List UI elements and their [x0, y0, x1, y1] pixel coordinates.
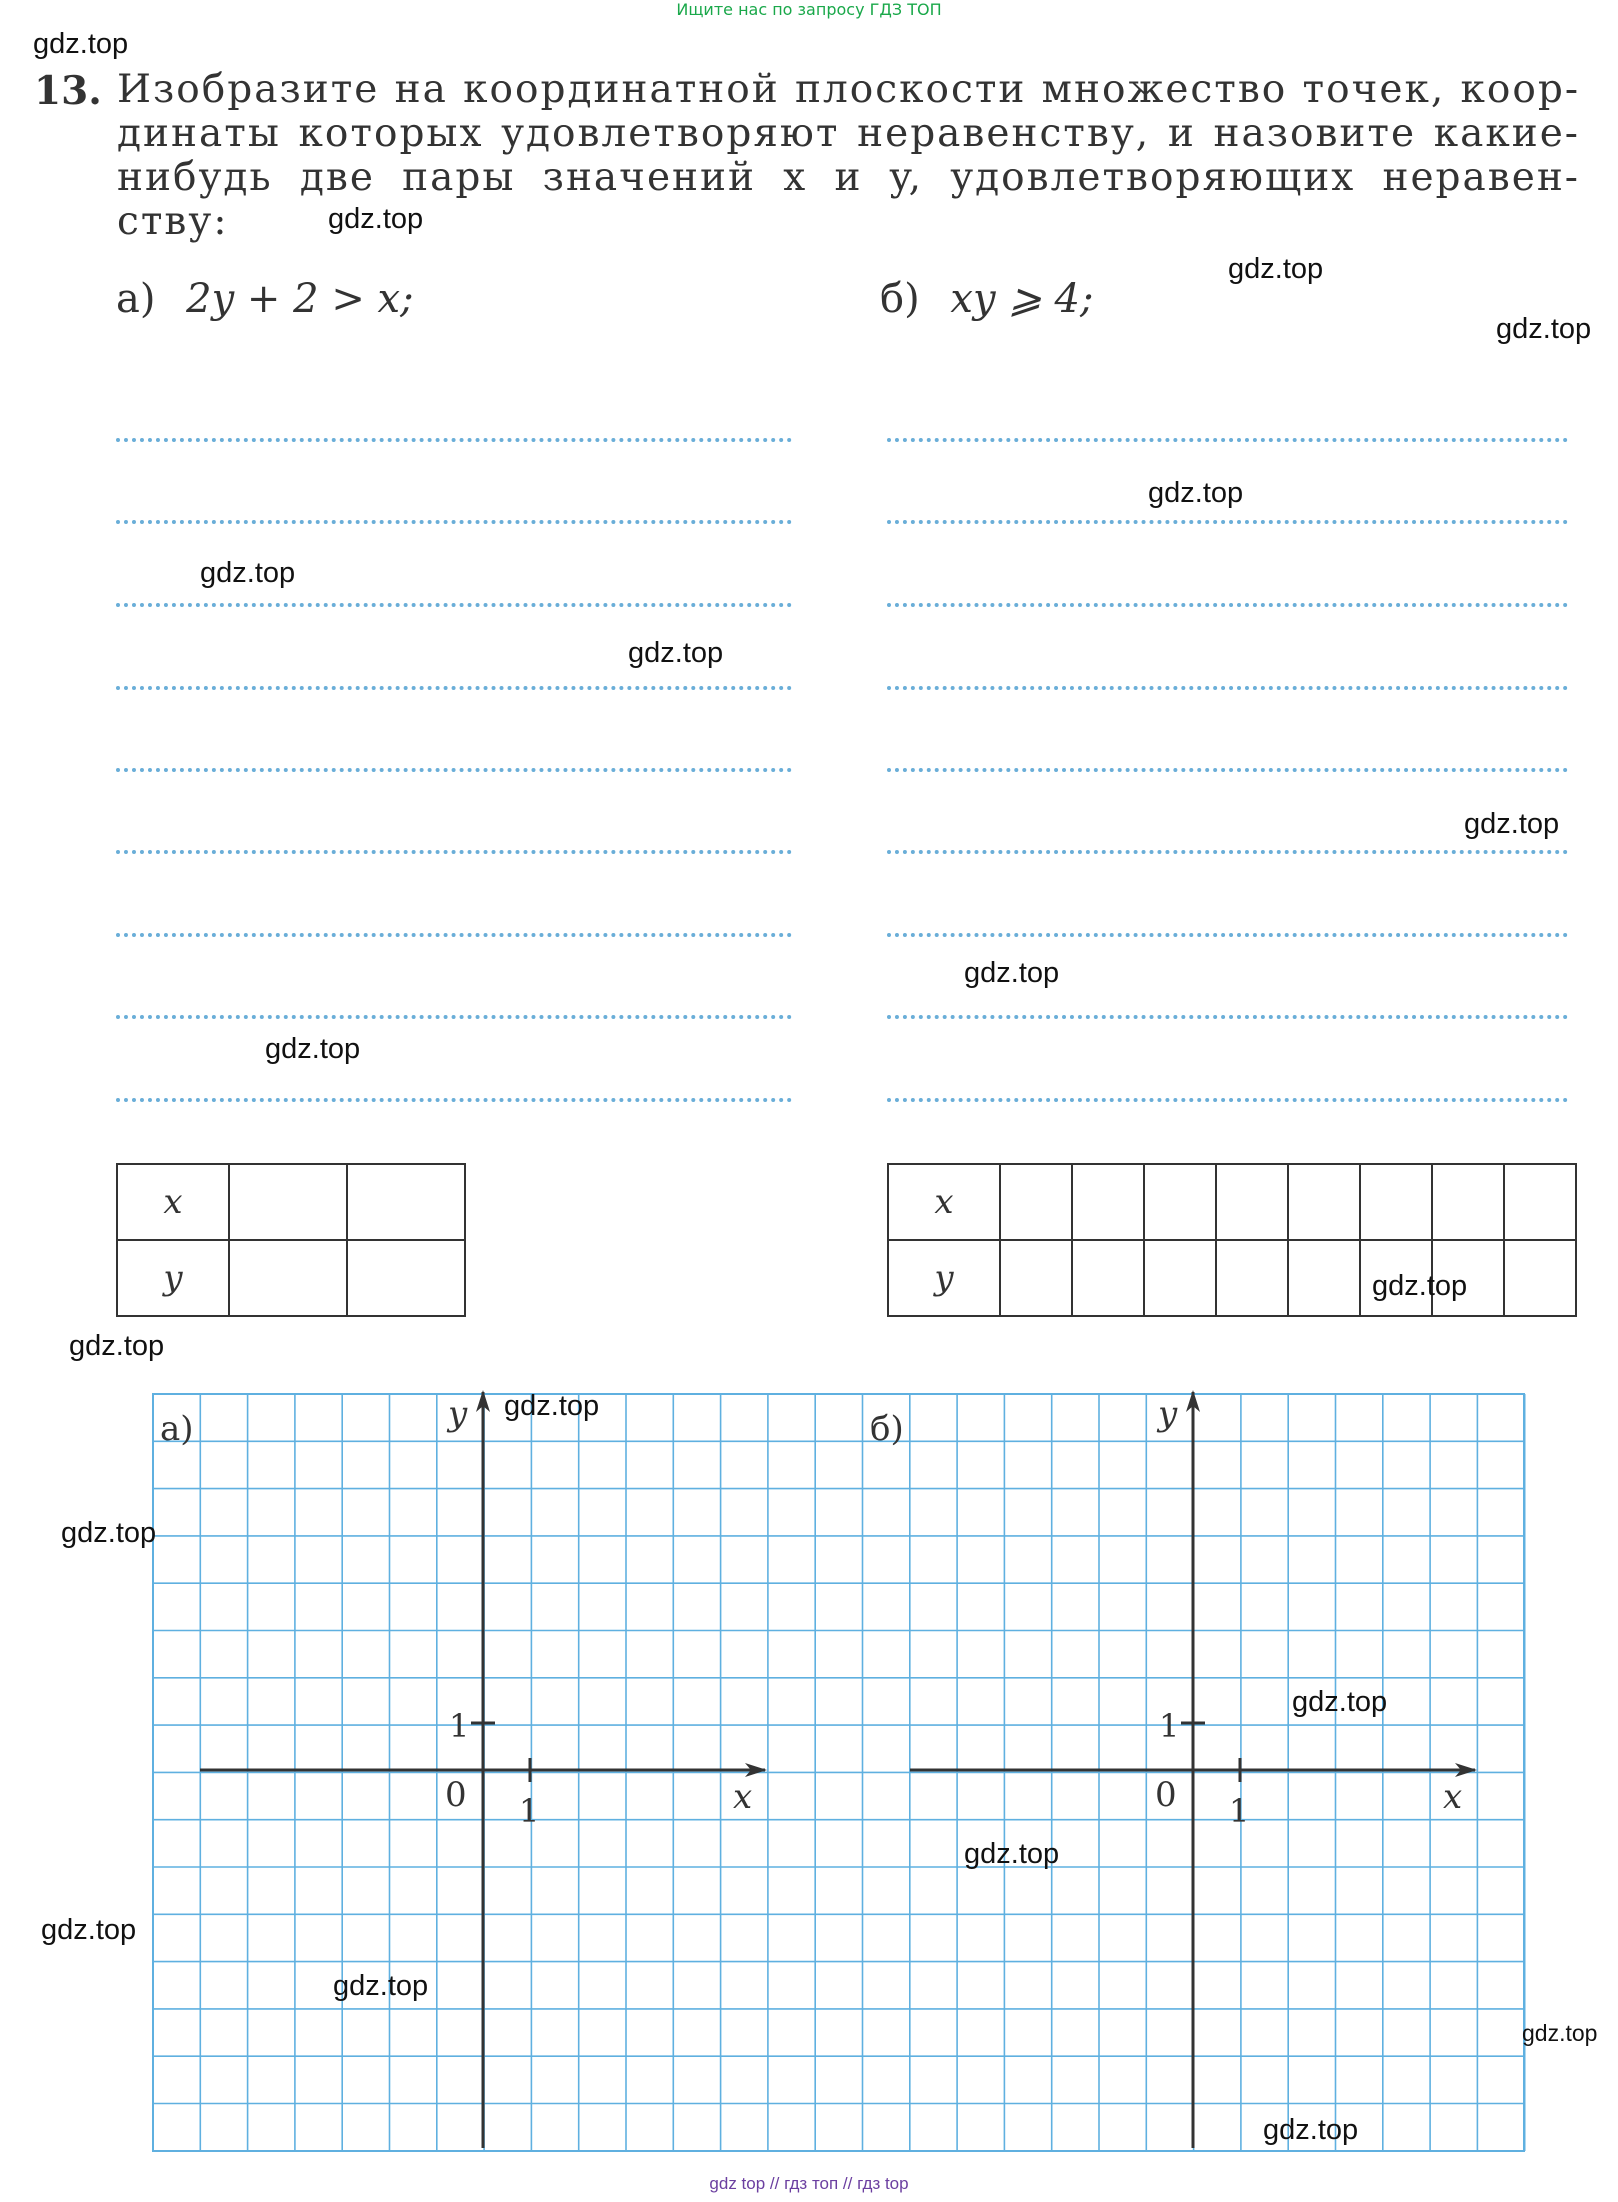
task-line: динаты которых удовлетворяют неравенству, и назовите какие- [117, 111, 1580, 156]
watermark: gdz.top [964, 1838, 1060, 1870]
table-b-x-header: x [888, 1164, 1000, 1240]
graph-b-y-label: y [1158, 1394, 1178, 1434]
grid-lines [153, 1394, 1525, 2151]
watermark: gdz.top [1372, 1270, 1468, 1302]
watermark: gdz.top [41, 1914, 137, 1946]
part-b-expression: xy ⩾ 4; [950, 276, 1094, 322]
task-line: Изобразите на координатной плоскости множество точек, коор- [117, 67, 1580, 112]
top-banner[interactable]: Ищите нас по запросу ГДЗ ТОП [676, 0, 942, 19]
table-b-y-header: y [888, 1240, 1000, 1316]
graph-b-x-unit: 1 [1229, 1792, 1250, 1830]
watermark: gdz.top [33, 28, 129, 60]
graph-a-y-label: y [448, 1394, 468, 1434]
watermark: gdz.top [1148, 477, 1244, 509]
watermark: gdz.top [1228, 253, 1324, 285]
part-b-letter: б) [880, 276, 920, 322]
task-line: нибудь две пары значений x и y, удовлетворяющих неравен- [117, 155, 1580, 200]
part-a-letter: а) [116, 276, 156, 322]
watermark: gdz.top [69, 1330, 165, 1362]
watermark: gdz.top [628, 637, 724, 669]
watermark: gdz.top [964, 957, 1060, 989]
watermark: gdz.top [200, 557, 296, 589]
part-a-expression: 2y + 2 > x; [186, 276, 414, 322]
watermark: gdz.top [328, 203, 424, 235]
graph-a-x-unit: 1 [519, 1792, 540, 1830]
graph-a-x-label: x [733, 1777, 753, 1817]
watermark: gdz.top [1292, 1686, 1388, 1718]
footer-links[interactable]: gdz top // гдз топ // гдз top [709, 2174, 909, 2193]
watermark: gdz.top [265, 1033, 361, 1065]
table-a-x-header: x [117, 1164, 229, 1240]
graph-b-label: б) [870, 1409, 904, 1449]
graph-a-origin: 0 [445, 1775, 467, 1815]
graph-b-y-unit: 1 [1159, 1707, 1180, 1745]
graph-b-x-label: x [1443, 1777, 1463, 1817]
table-a-y-header: y [117, 1240, 229, 1316]
watermark: gdz.top [1263, 2114, 1359, 2146]
task-line: ству: [117, 199, 229, 244]
graph-a-y-unit: 1 [449, 1707, 470, 1745]
graph-b-origin: 0 [1155, 1775, 1177, 1815]
watermark: gdz.top [61, 1517, 157, 1549]
watermark: gdz.top [333, 1970, 429, 2002]
watermark: gdz.top [1496, 313, 1592, 345]
task-number: 13. [34, 68, 102, 114]
watermark: gdz.top [1464, 808, 1560, 840]
watermark: gdz.top [504, 1390, 600, 1422]
graph-a-label: а) [160, 1409, 194, 1449]
watermark: gdz.top [1522, 2020, 1598, 2046]
